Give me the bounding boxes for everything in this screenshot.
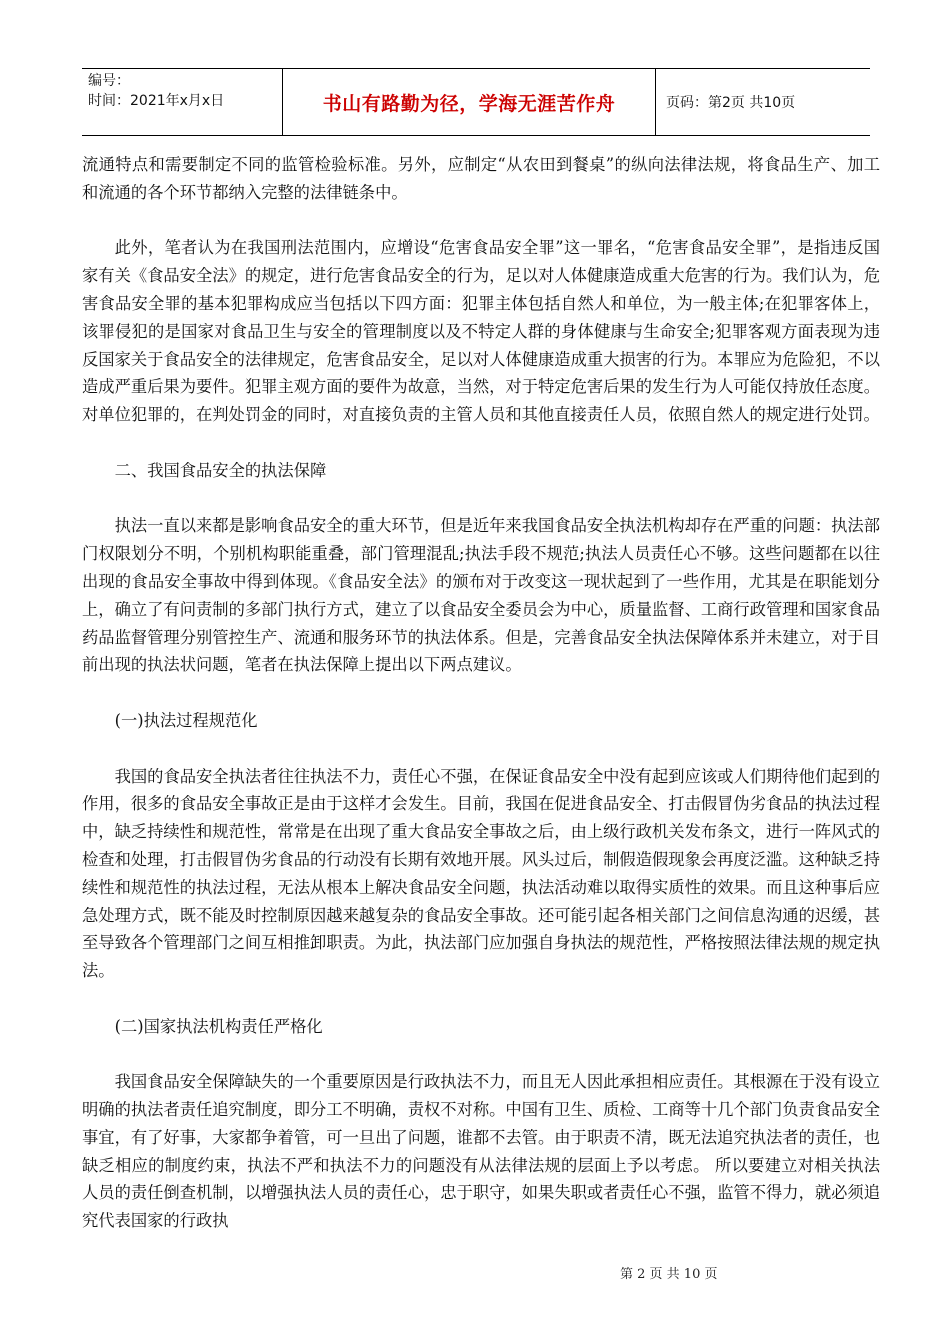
page-footer-number: 第 2 页 共 10 页: [620, 1267, 718, 1282]
paragraph: 流通特点和需要制定不同的监管检验标准。另外，应制定“从农田到餐桌”的纵向法律法规，将食品生产、加工和流通的各个环节都纳入完整的法律链条中。: [82, 155, 880, 202]
paragraph: 我国食品安全保障缺失的一个重要原因是行政执法不力，而且无人因此承担相应责任。其根源在于没有设立明确的执法者责任追究制度，即分工不明确，责权不对称。中国有卫生、质检、工商等十几个部门负责食品安全事宜，有了好事，大家都争着管，可一旦出了问题，谁都不去管。由于职责不清，既无法追究执法者的责任，也缺乏相应的制度约束，执法不严和执法不力的问题没有从法律法规的层面上予以考虑。 所以要建立对相关执法人员的责任倒查机制，以增强执法人员的责任心，忠于职守，如果失职或者责任心不强，监管不得力，就必须追究代表国家的行政执: [82, 1072, 880, 1231]
paragraph: 执法一直以来都是影响食品安全的重大环节，但是近年来我国食品安全执法机构却存在严重的问题：执法部门权限划分不明，个别机构职能重叠，部门管理混乱;执法手段不规范;执法人员责任心不够。这些问题都在以往出现的食品安全事故中得到体现。《食品安全法》的颁布对于改变这一现状起到了一些作用，尤其是在职能划分上，确立了有问责制的多部门执行方式，建立了以食品安全委员会为中心，质量监督、工商行政管理和国家食品药品监督管理分别管控生产、流通和服务环节的执法体系。但是，完善食品安全执法保障体系并未建立，对于目前出现的执法状问题，笔者在执法保障上提出以下两点建议。: [82, 516, 880, 675]
document-date: 时间：2021年x月x日: [88, 93, 225, 109]
document-number-label: 编号：: [88, 73, 130, 89]
paragraph: 此外，笔者认为在我国刑法范围内，应增设“危害食品安全罪”这一罪名，“危害食品安全罪”，是指违反国家有关《食品安全法》的规定，进行危害食品安全的行为，足以对人体健康造成重大危害的行为。我们认为，危害食品安全罪的基本犯罪构成应当包括以下四方面：犯罪主体包括自然人和单位，为一般主体;在犯罪客体上，该罪侵犯的是国家对食品卫生与安全的管理制度以及不特定人群的身体健康与生命安全;犯罪客观方面表现为违反国家关于食品安全的法律规定，危害食品安全，足以对人体健康造成重大损害的行为。本罪应为危险犯，不以造成严重后果为要件。犯罪主观方面的要件为故意，当然，对于特定危害后果的发生行为人可能仅持放任态度。对单位犯罪的，在判处罚金的同时，对直接负责的主管人员和其他直接责任人员，依照自然人的规定进行处罚。: [82, 238, 880, 425]
subsection-heading: (二)国家执法机构责任严格化: [114, 1016, 323, 1036]
subsection-heading: (一)执法过程规范化: [114, 710, 258, 730]
document-body: [82, 151, 880, 1235]
header-motto: 书山有路勤为径，学海无涯苦作舟: [282, 69, 656, 135]
header-page-info: 页码：第2页 共10页: [666, 95, 796, 111]
paragraph: 我国的食品安全执法者往往执法不力，责任心不强，在保证食品安全中没有起到应该或人们期待他们起到的作用，很多的食品安全事故正是由于这样才会发生。目前，我国在促进食品安全、打击假冒伪劣食品的执法过程中，缺乏持续性和规范性，常常是在出现了重大食品安全事故之后，由上级行政机关发布条文，进行一阵风式的检查和处理，打击假冒伪劣食品的行动没有长期有效地开展。风头过后，制假造假现象会再度泛滥。这种缺乏持续性和规范性的执法过程，无法从根本上解决食品安全问题，执法活动难以取得实质性的效果。而且这种事后应急处理方式，既不能及时控制原因越来越复杂的食品安全事故。还可能引起各相关部门之间信息沟通的迟缓，甚至导致各个管理部门之间互相推卸职责。为此，执法部门应加强自身执法的规范性，严格按照法律法规的规定执法。: [82, 766, 880, 981]
section-heading: 二、我国食品安全的执法保障: [114, 460, 327, 480]
page-header: [82, 68, 870, 136]
header-meta: [82, 69, 282, 135]
